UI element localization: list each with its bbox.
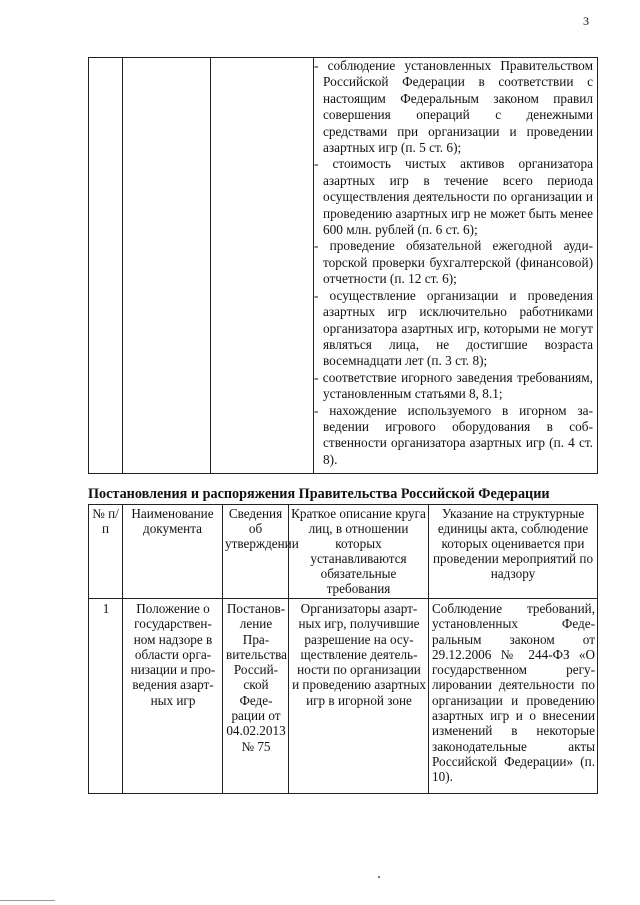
cell-persons: Организаторы азартных игр, получившие разрешение на осуществление деятельности по организации и проведению азартных игр в игорной зоне [289,599,429,794]
header-persons: Краткое описание круга лиц, в отношении которых устанавливаются обязательные требования [289,505,429,599]
table-row [89,58,598,474]
requirements-cell [314,58,598,474]
acts-table [88,504,598,794]
requirements-list [314,58,597,468]
empty-cell-name [123,58,211,474]
requirement-item: - соответствие игорного заведения требованиям, установленным статьями 8, 8.1; [314,369,593,402]
scan-mark [378,876,380,878]
header-num: № п/п [89,505,123,599]
section-heading: Постановления и распоряжения Правительства Российской Федерации [88,486,550,502]
header-name: Наименование документа [123,505,223,599]
requirement-item: - соблюдение установленных Правительством Российской Федерации в соответствии с настоящим Федеральным законом правил совершения операций с денежными средствами при организации и проведении азартных игр (п. 5 ст. 6); [314,58,593,156]
header-approval: Сведения об утверждении [223,505,289,599]
continuation-table [88,57,598,474]
cell-approval: Постановление Правительства Российской Федерации от 04.02.2013 № 75 [223,599,289,794]
table-row [89,599,598,794]
page-number: 3 [583,14,589,28]
header-units: Указание на структурные единицы акта, соблюдение которых оценивается при проведении мероприятий по надзору [429,505,598,599]
requirement-item: - нахождение используемого в игорном заведении игрового оборудования в собственности организатора азартных игр (п. 4 ст. 8). [314,402,593,467]
corner-line [0,900,55,901]
cell-units: Соблюдение требований, установленных Федеральным законом от 29.12.2006 № 244-ФЗ «О государственном регулировании деятельности по организации и проведению азартных игр и о внесении изменений в некоторые законодательные акты Российской Федерации» (п. 10). [429,599,598,794]
cell-num: 1 [89,599,123,794]
empty-cell-approval [211,58,314,474]
requirement-item: - стоимость чистых активов организатора азартных игр в течение всего периода осуществления деятельности по организации и проведению азартных игр не может быть менее 600 млн. рублей (п. 6 ст. 6); [314,156,593,238]
requirement-item: - осуществление организации и проведения азартных игр исключительно работниками организатора азартных игр, которыми не могут являться лица, не достигшие возраста восемнадцати лет (п. 3 ст. 8); [314,287,593,369]
requirement-item: - проведение обязательной ежегодной аудиторской проверки бухгалтерской (финансовой) отчетности (п. 12 ст. 6); [314,238,593,287]
empty-cell-num [89,58,123,474]
cell-name: Положение о государственном надзоре в области организации и проведения азартных игр [123,599,223,794]
table-header-row [89,505,598,599]
